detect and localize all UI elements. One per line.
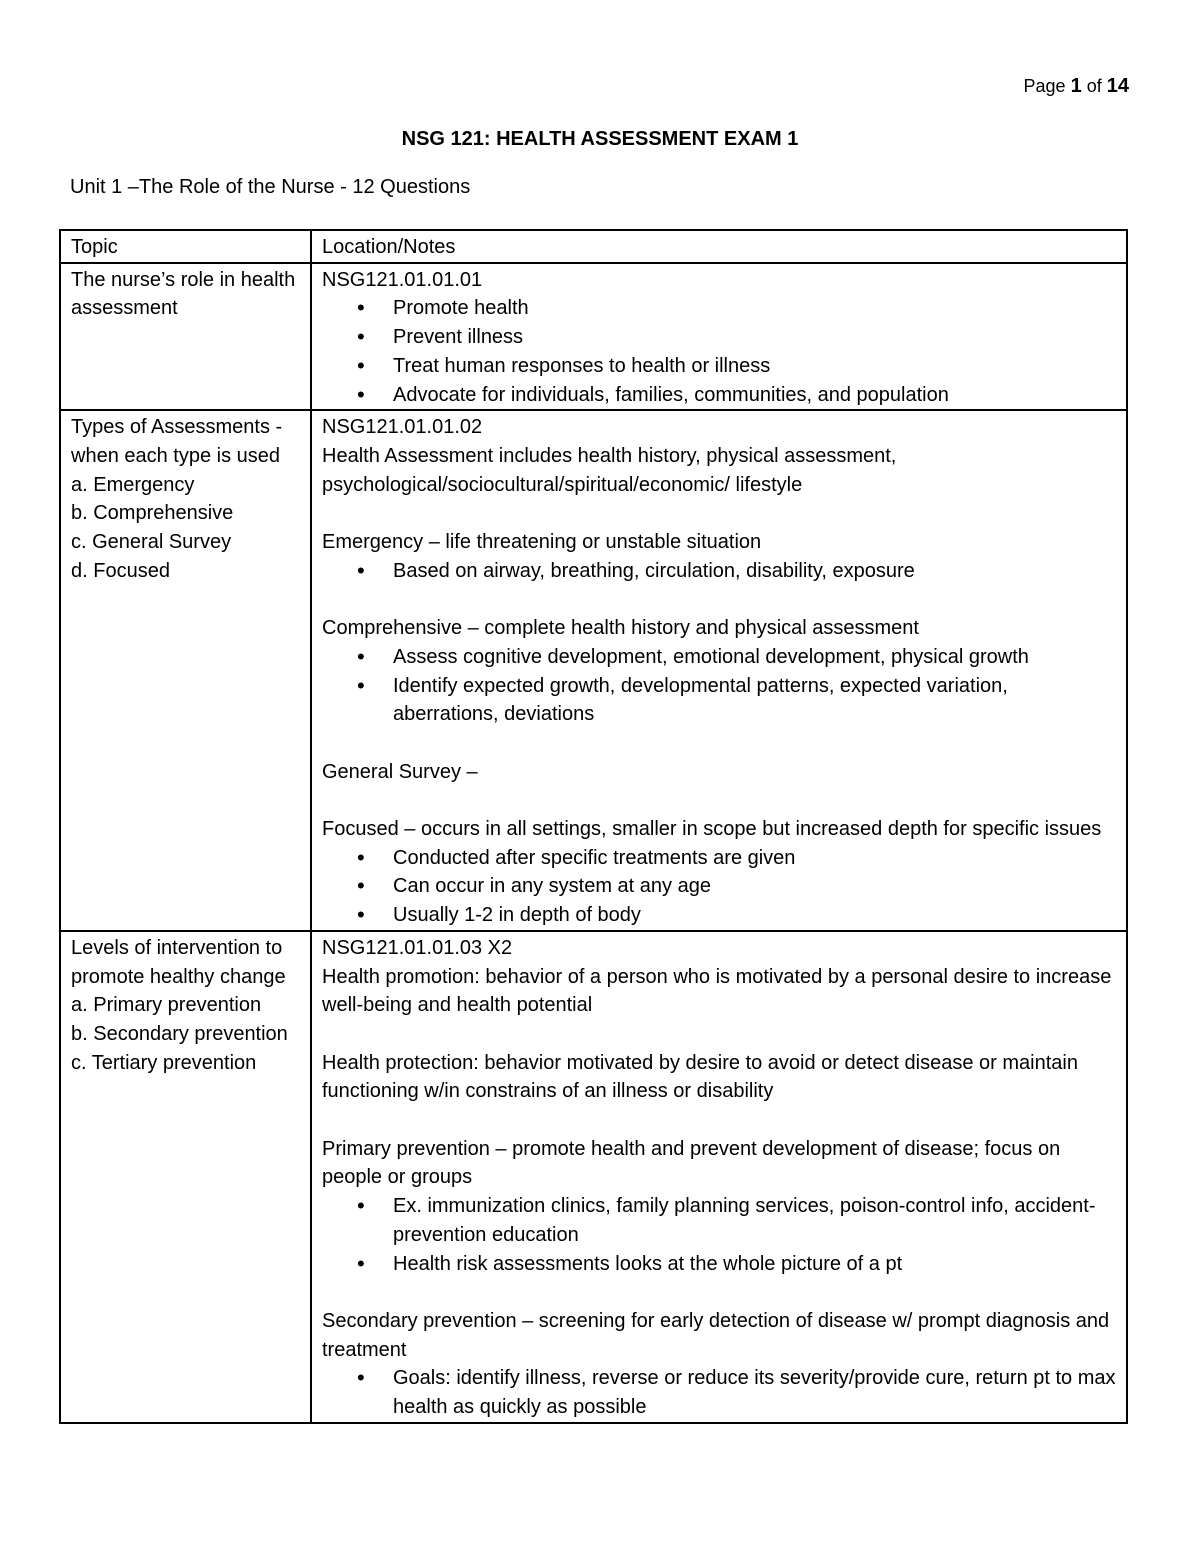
topic-cell bbox=[60, 263, 311, 411]
notes-cell bbox=[311, 410, 1127, 931]
table-row bbox=[60, 931, 1127, 1423]
bullet-list bbox=[322, 294, 1116, 409]
paragraph: Health Assessment includes health history, physical assessment, psychological/sociocultural/spiritual/economic/ lifestyle bbox=[322, 444, 897, 496]
list-item: • Can occur in any system at any age bbox=[393, 872, 1116, 901]
page-of: of bbox=[1086, 76, 1102, 96]
list-item: • Treat human responses to health or illness bbox=[393, 352, 1116, 381]
topic-item: a. Primary prevention bbox=[71, 994, 262, 1017]
list-item: • Conducted after specific treatments are given bbox=[393, 844, 1116, 873]
list-item: • Assess cognitive development, emotional development, physical growth bbox=[393, 643, 1116, 672]
objective-code: NSG121.01.01.02 bbox=[322, 416, 483, 439]
bullet-list bbox=[322, 1192, 1116, 1278]
notes-cell bbox=[311, 263, 1127, 411]
topic-item: b. Secondary prevention bbox=[71, 1022, 288, 1045]
table-row bbox=[60, 263, 1127, 411]
topic-item: c. Tertiary prevention bbox=[71, 1051, 257, 1074]
objective-code: NSG121.01.01.03 X2 bbox=[322, 936, 513, 959]
table-header-row bbox=[60, 230, 1127, 263]
list-item: • Usually 1-2 in depth of body bbox=[393, 901, 1116, 930]
list-item: • Advocate for individuals, families, communities, and population bbox=[393, 381, 1116, 410]
topic-item: b. Comprehensive bbox=[71, 502, 234, 525]
objective-code: NSG121.01.01.01 bbox=[322, 268, 483, 291]
notes-cell bbox=[311, 931, 1127, 1423]
table-row bbox=[60, 410, 1127, 931]
header-location-notes: Location/Notes bbox=[311, 230, 1127, 263]
bullet-list bbox=[322, 643, 1116, 729]
bullet-list bbox=[322, 557, 1116, 586]
page-current: 1 bbox=[1070, 75, 1082, 97]
list-item: • Promote health bbox=[393, 294, 1116, 323]
topic-text: Types of Assessments - when each type is used bbox=[71, 416, 283, 467]
paragraph: Health promotion: behavior of a person who is motivated by a personal desire to increase well-being and health potential bbox=[322, 965, 1112, 1017]
bullet-list bbox=[322, 844, 1116, 930]
paragraph: Comprehensive – complete health history and physical assessment bbox=[322, 617, 919, 640]
topic-text: The nurse’s role in health assessment bbox=[71, 268, 296, 320]
list-item: • Prevent illness bbox=[393, 323, 1116, 352]
paragraph: Focused – occurs in all settings, smaller in scope but increased depth for specific issues bbox=[322, 818, 1102, 840]
document-title: NSG 121: HEALTH ASSESSMENT EXAM 1 bbox=[401, 128, 799, 150]
page-total: 14 bbox=[1106, 75, 1129, 97]
topic-item: c. General Survey bbox=[71, 531, 232, 554]
paragraph: General Survey – bbox=[322, 760, 478, 783]
paragraph: Health protection: behavior motivated by desire to avoid or detect disease or maintain functioning w/in constrains of an illness or disability bbox=[322, 1051, 1078, 1103]
topic-item: a. Emergency bbox=[71, 473, 195, 496]
page-number bbox=[1024, 75, 1129, 98]
page-label: Page bbox=[1023, 76, 1066, 96]
list-item: • Identify expected growth, developmental patterns, expected variation, aberrations, deviations bbox=[393, 672, 1116, 729]
bullet-list bbox=[322, 1364, 1116, 1421]
paragraph: Secondary prevention – screening for early detection of disease w/ prompt diagnosis and treatment bbox=[322, 1309, 1110, 1361]
list-item: • Goals: identify illness, reverse or reduce its severity/provide cure, return pt to max health as quickly as possible bbox=[393, 1364, 1116, 1421]
list-item: • Based on airway, breathing, circulation, disability, exposure bbox=[393, 557, 1116, 586]
topic-text: Levels of intervention to promote healthy change bbox=[71, 936, 286, 988]
topic-cell bbox=[60, 410, 311, 931]
header-topic: Topic bbox=[60, 230, 311, 263]
paragraph: Primary prevention – promote health and prevent development of disease; focus on people or groups bbox=[322, 1137, 1061, 1189]
list-item: • Ex. immunization clinics, family planning services, poison-control info, accident-prevention education bbox=[393, 1192, 1116, 1249]
list-item: • Health risk assessments looks at the whole picture of a pt bbox=[393, 1250, 1116, 1279]
notes-table bbox=[59, 229, 1128, 1424]
topic-item: d. Focused bbox=[71, 559, 170, 582]
unit-heading: Unit 1 –The Role of the Nurse - 12 Questions bbox=[70, 176, 471, 198]
topic-cell bbox=[60, 931, 311, 1423]
paragraph: Emergency – life threatening or unstable situation bbox=[322, 531, 762, 554]
